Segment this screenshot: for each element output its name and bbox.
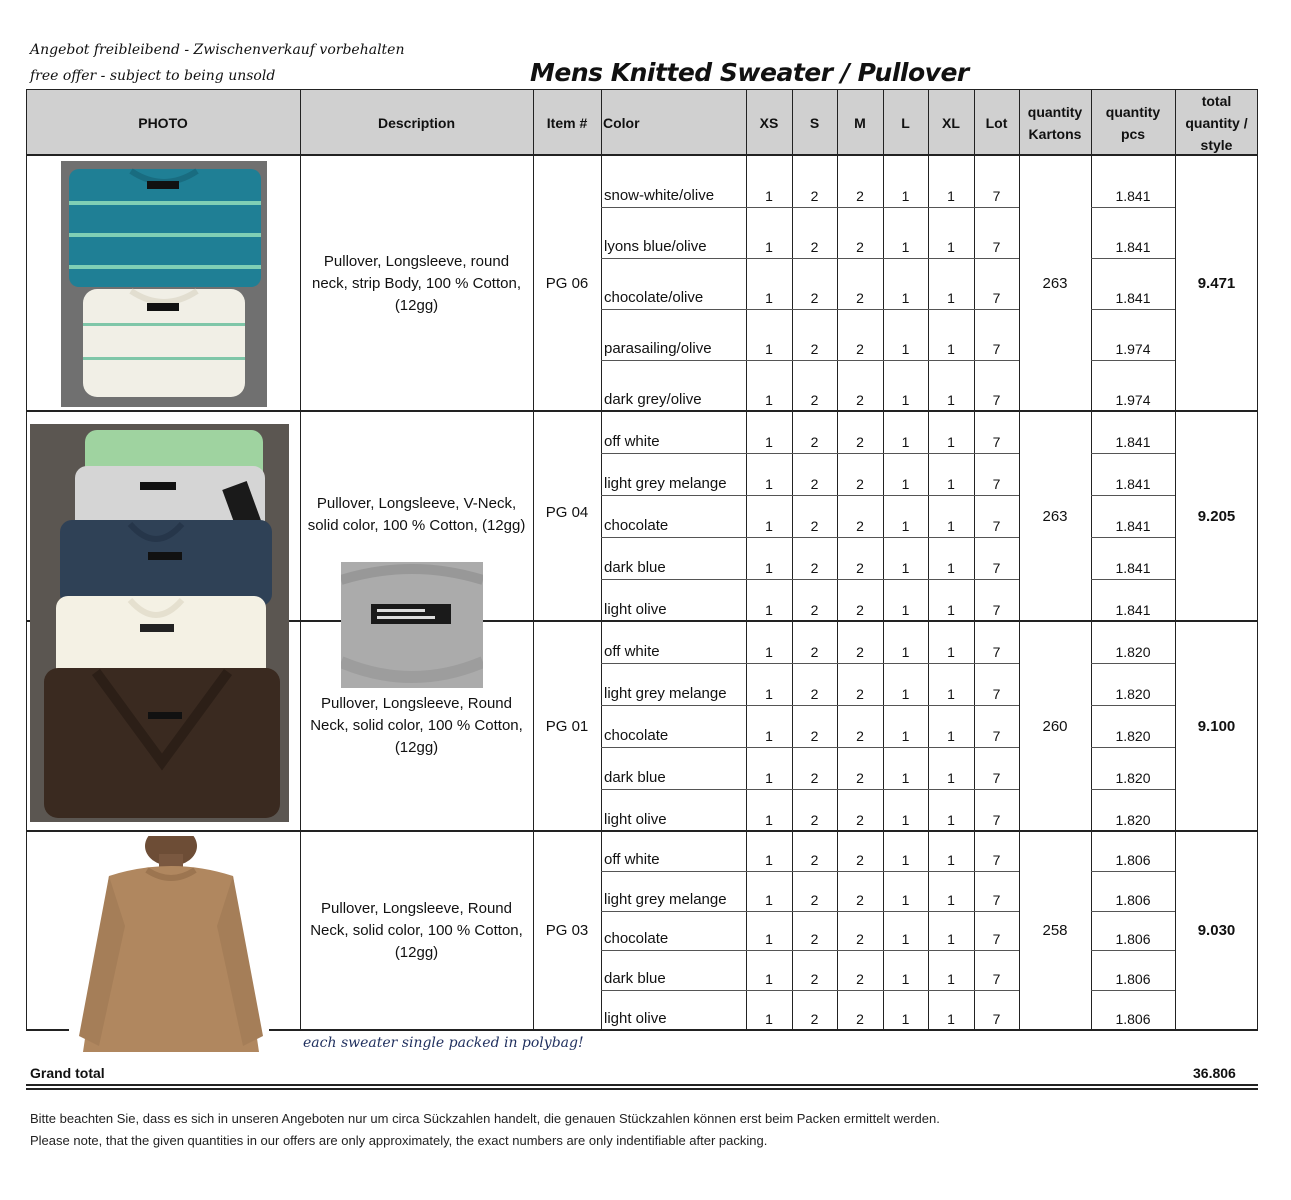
size-s-qty: 2: [810, 434, 819, 450]
size-l-qty: 1: [901, 686, 910, 702]
column-header-photo: PHOTO: [138, 114, 188, 131]
size-s-qty: 2: [810, 728, 819, 744]
size-l-qty: 1: [901, 290, 910, 306]
size-xs-qty: 1: [765, 434, 773, 450]
quantity-pcs: 1.841: [1115, 602, 1151, 618]
size-m-qty: 2: [856, 518, 864, 534]
size-xl-qty: 1: [947, 728, 955, 744]
size-lot-qty: 7: [992, 812, 1001, 828]
size-l-qty: 1: [901, 239, 910, 255]
size-lot-qty: 7: [992, 290, 1001, 306]
size-l-qty: 1: [901, 188, 910, 204]
column-header-kartons: quantity Kartons: [1027, 103, 1083, 142]
size-l-qty: 1: [901, 812, 910, 828]
size-m-qty: 2: [856, 891, 864, 908]
size-s-qty: 2: [810, 602, 819, 618]
quantity-pcs: 1.820: [1115, 644, 1151, 660]
size-xl-qty: 1: [947, 1010, 955, 1027]
size-lot-qty: 7: [992, 971, 1001, 988]
size-lot-qty: 7: [992, 1010, 1001, 1027]
item-description: Pullover, Longsleeve, Round Neck, solid color, 100 % Cotton, (12gg): [310, 899, 523, 961]
quantity-pcs: 1.820: [1115, 770, 1151, 786]
grand-total-divider: [26, 1088, 1258, 1090]
size-s-qty: 2: [810, 290, 819, 306]
size-xl-qty: 1: [947, 602, 955, 618]
color-name: light grey melange: [604, 890, 727, 908]
size-m-qty: 2: [856, 188, 864, 204]
polybag-note: each sweater single packed in polybag!: [303, 1035, 584, 1051]
size-lot-qty: 7: [992, 518, 1001, 534]
total-quantity-per-style: 9.030: [1197, 922, 1236, 939]
size-lot-qty: 7: [992, 851, 1001, 868]
size-xs-qty: 1: [765, 971, 773, 988]
color-name: off white: [604, 850, 660, 868]
size-xs-qty: 1: [765, 812, 773, 828]
total-quantity-per-style: 9.471: [1197, 275, 1236, 292]
item-description: Pullover, Longsleeve, round neck, strip Body, 100 % Cotton, (12gg): [312, 252, 521, 314]
column-header-m: M: [854, 114, 866, 131]
color-name: chocolate: [604, 930, 669, 948]
quantity-pcs: 1.806: [1115, 1010, 1151, 1027]
quantity-pcs: 1.974: [1115, 341, 1151, 357]
size-m-qty: 2: [856, 341, 864, 357]
size-xs-qty: 1: [765, 392, 773, 408]
quantity-pcs: 1.841: [1115, 239, 1151, 255]
size-xl-qty: 1: [947, 686, 955, 702]
size-lot-qty: 7: [992, 728, 1001, 744]
column-header-pcs: quantity pcs: [1105, 103, 1161, 142]
color-name: dark blue: [604, 559, 666, 576]
quantity-kartons: 263: [1042, 507, 1068, 525]
size-lot-qty: 7: [992, 392, 1001, 408]
column-header-xs: XS: [759, 114, 779, 131]
size-xs-qty: 1: [765, 891, 773, 908]
item-number: PG 06: [545, 275, 589, 292]
size-xl-qty: 1: [947, 518, 955, 534]
color-name: off white: [604, 433, 660, 450]
quantity-pcs: 1.806: [1115, 931, 1151, 948]
size-m-qty: 2: [856, 1010, 864, 1027]
size-xl-qty: 1: [947, 971, 955, 988]
size-l-qty: 1: [901, 434, 910, 450]
size-lot-qty: 7: [992, 239, 1001, 255]
column-header-l: L: [901, 114, 910, 131]
color-name: dark blue: [604, 970, 666, 988]
size-xs-qty: 1: [765, 728, 773, 744]
size-s-qty: 2: [810, 341, 819, 357]
size-m-qty: 2: [856, 476, 864, 492]
quantity-pcs: 1.841: [1115, 560, 1151, 576]
size-lot-qty: 7: [992, 891, 1001, 908]
color-name: light grey melange: [604, 475, 727, 492]
column-divider: [26, 89, 27, 1030]
size-lot-qty: 7: [992, 644, 1001, 660]
size-m-qty: 2: [856, 851, 864, 868]
offer-note-german: Angebot freibleibend - Zwischenverkauf vorbehalten: [30, 42, 405, 58]
size-xs-qty: 1: [765, 931, 773, 948]
quantity-pcs: 1.841: [1115, 434, 1151, 450]
offer-note-english: free offer - subject to being unsold: [30, 68, 276, 84]
total-quantity-per-style: 9.100: [1197, 717, 1236, 735]
color-name: light olive: [604, 601, 667, 618]
quantity-pcs: 1.820: [1115, 686, 1151, 702]
size-xs-qty: 1: [765, 476, 773, 492]
color-name: parasailing/olive: [604, 340, 712, 357]
size-m-qty: 2: [856, 602, 864, 618]
column-header-item: Item #: [546, 114, 588, 131]
size-l-qty: 1: [901, 476, 910, 492]
size-m-qty: 2: [856, 812, 864, 828]
size-xs-qty: 1: [765, 188, 773, 204]
quantity-pcs: 1.841: [1115, 290, 1151, 306]
quantity-pcs: 1.820: [1115, 728, 1151, 744]
column-header-s: S: [809, 114, 820, 131]
color-name: light olive: [604, 1009, 667, 1027]
size-m-qty: 2: [856, 290, 864, 306]
quantity-pcs: 1.806: [1115, 971, 1151, 988]
size-m-qty: 2: [856, 392, 864, 408]
size-xs-qty: 1: [765, 560, 773, 576]
size-xl-qty: 1: [947, 891, 955, 908]
item-description: Pullover, Longsleeve, V-Neck, solid color, 100 % Cotton, (12gg): [307, 495, 526, 534]
size-m-qty: 2: [856, 931, 864, 948]
quantity-kartons: 258: [1042, 922, 1068, 939]
size-s-qty: 2: [810, 891, 819, 908]
color-name: chocolate/olive: [604, 289, 704, 306]
quantity-pcs: 1.841: [1115, 188, 1151, 204]
size-l-qty: 1: [901, 1010, 910, 1027]
size-s-qty: 2: [810, 931, 819, 948]
size-xl-qty: 1: [947, 644, 955, 660]
size-lot-qty: 7: [992, 602, 1001, 618]
size-m-qty: 2: [856, 728, 864, 744]
color-name: dark grey/olive: [604, 391, 702, 408]
size-lot-qty: 7: [992, 686, 1001, 702]
item-number: PG 01: [545, 717, 589, 735]
size-s-qty: 2: [810, 560, 819, 576]
size-lot-qty: 7: [992, 434, 1001, 450]
size-xl-qty: 1: [947, 560, 955, 576]
size-xl-qty: 1: [947, 476, 955, 492]
size-l-qty: 1: [901, 392, 910, 408]
color-name: chocolate: [604, 517, 669, 534]
size-m-qty: 2: [856, 971, 864, 988]
color-name: lyons blue/olive: [604, 238, 707, 255]
vneck-sweaters-photo: [30, 424, 289, 822]
size-xl-qty: 1: [947, 341, 955, 357]
size-xl-qty: 1: [947, 188, 955, 204]
quantity-pcs: 1.841: [1115, 518, 1151, 534]
column-header-color: Color: [603, 114, 640, 131]
total-quantity-per-style: 9.205: [1197, 507, 1236, 525]
size-lot-qty: 7: [992, 476, 1001, 492]
size-m-qty: 2: [856, 686, 864, 702]
grand-total-label: Grand total: [30, 1065, 105, 1081]
size-lot-qty: 7: [992, 341, 1001, 357]
disclaimer-english: Please note, that the given quantities in our offers are only approximately, the exact numbers are only indentifiable after packing.: [30, 1133, 768, 1148]
size-lot-qty: 7: [992, 560, 1001, 576]
size-m-qty: 2: [856, 770, 864, 786]
color-name: light olive: [604, 811, 667, 828]
page-title: Mens Knitted Sweater / Pullover: [530, 58, 969, 87]
size-m-qty: 2: [856, 239, 864, 255]
size-xs-qty: 1: [765, 1010, 773, 1027]
size-l-qty: 1: [901, 602, 910, 618]
item-description: Pullover, Longsleeve, Round Neck, solid color, 100 % Cotton, (12gg): [310, 695, 523, 756]
item-number: PG 03: [545, 922, 589, 939]
column-header-description: Description: [377, 114, 455, 131]
model-brown-sweater-photo: [69, 836, 269, 1052]
quantity-kartons: 263: [1042, 275, 1068, 292]
size-s-qty: 2: [810, 1010, 819, 1027]
size-xs-qty: 1: [765, 290, 773, 306]
quantity-pcs: 1.974: [1115, 392, 1151, 408]
color-name: light grey melange: [604, 685, 727, 702]
size-m-qty: 2: [856, 560, 864, 576]
size-xs-qty: 1: [765, 851, 773, 868]
size-s-qty: 2: [810, 476, 819, 492]
size-xl-qty: 1: [947, 851, 955, 868]
size-l-qty: 1: [901, 728, 910, 744]
size-s-qty: 2: [810, 851, 819, 868]
size-xl-qty: 1: [947, 931, 955, 948]
grand-total-divider: [26, 1084, 1258, 1086]
size-s-qty: 2: [810, 518, 819, 534]
size-s-qty: 2: [810, 188, 819, 204]
size-xs-qty: 1: [765, 602, 773, 618]
size-l-qty: 1: [901, 644, 910, 660]
color-name: dark blue: [604, 769, 666, 786]
column-header-lot: Lot: [985, 114, 1008, 131]
size-xl-qty: 1: [947, 770, 955, 786]
size-s-qty: 2: [810, 644, 819, 660]
size-xl-qty: 1: [947, 434, 955, 450]
size-xs-qty: 1: [765, 518, 773, 534]
quantity-pcs: 1.806: [1115, 851, 1151, 868]
color-name: snow-white/olive: [604, 187, 715, 204]
striped-sweaters-photo: [61, 161, 267, 407]
size-s-qty: 2: [810, 686, 819, 702]
color-name: off white: [604, 643, 660, 660]
size-xs-qty: 1: [765, 341, 773, 357]
size-s-qty: 2: [810, 812, 819, 828]
column-header-total: total quantity / style: [1185, 92, 1248, 153]
size-xs-qty: 1: [765, 239, 773, 255]
size-lot-qty: 7: [992, 931, 1001, 948]
quantity-pcs: 1.806: [1115, 891, 1151, 908]
size-xl-qty: 1: [947, 812, 955, 828]
column-header-xl: XL: [942, 114, 960, 131]
size-l-qty: 1: [901, 891, 910, 908]
size-xs-qty: 1: [765, 644, 773, 660]
size-lot-qty: 7: [992, 770, 1001, 786]
size-l-qty: 1: [901, 560, 910, 576]
size-l-qty: 1: [901, 518, 910, 534]
size-s-qty: 2: [810, 239, 819, 255]
size-s-qty: 2: [810, 770, 819, 786]
size-s-qty: 2: [810, 392, 819, 408]
size-xl-qty: 1: [947, 290, 955, 306]
disclaimer-german: Bitte beachten Sie, dass es sich in unseren Angeboten nur um circa Sückzahlen handelt, die genauen Stückzahlen können erst beim Packen ermittelt werden.: [30, 1111, 940, 1126]
grand-total-value: 36.806: [1193, 1065, 1236, 1081]
item-number: PG 04: [545, 504, 589, 521]
size-m-qty: 2: [856, 644, 864, 660]
quantity-pcs: 1.841: [1115, 476, 1151, 492]
size-l-qty: 1: [901, 931, 910, 948]
size-l-qty: 1: [901, 341, 910, 357]
size-xl-qty: 1: [947, 392, 955, 408]
size-xs-qty: 1: [765, 686, 773, 702]
size-l-qty: 1: [901, 971, 910, 988]
size-s-qty: 2: [810, 971, 819, 988]
size-xs-qty: 1: [765, 770, 773, 786]
size-m-qty: 2: [856, 434, 864, 450]
quantity-kartons: 260: [1042, 717, 1068, 735]
size-l-qty: 1: [901, 770, 910, 786]
size-lot-qty: 7: [992, 188, 1001, 204]
size-l-qty: 1: [901, 851, 910, 868]
quantity-pcs: 1.820: [1115, 812, 1151, 828]
size-xl-qty: 1: [947, 239, 955, 255]
neck-label-closeup-photo: [341, 562, 483, 688]
color-name: chocolate: [604, 727, 669, 744]
